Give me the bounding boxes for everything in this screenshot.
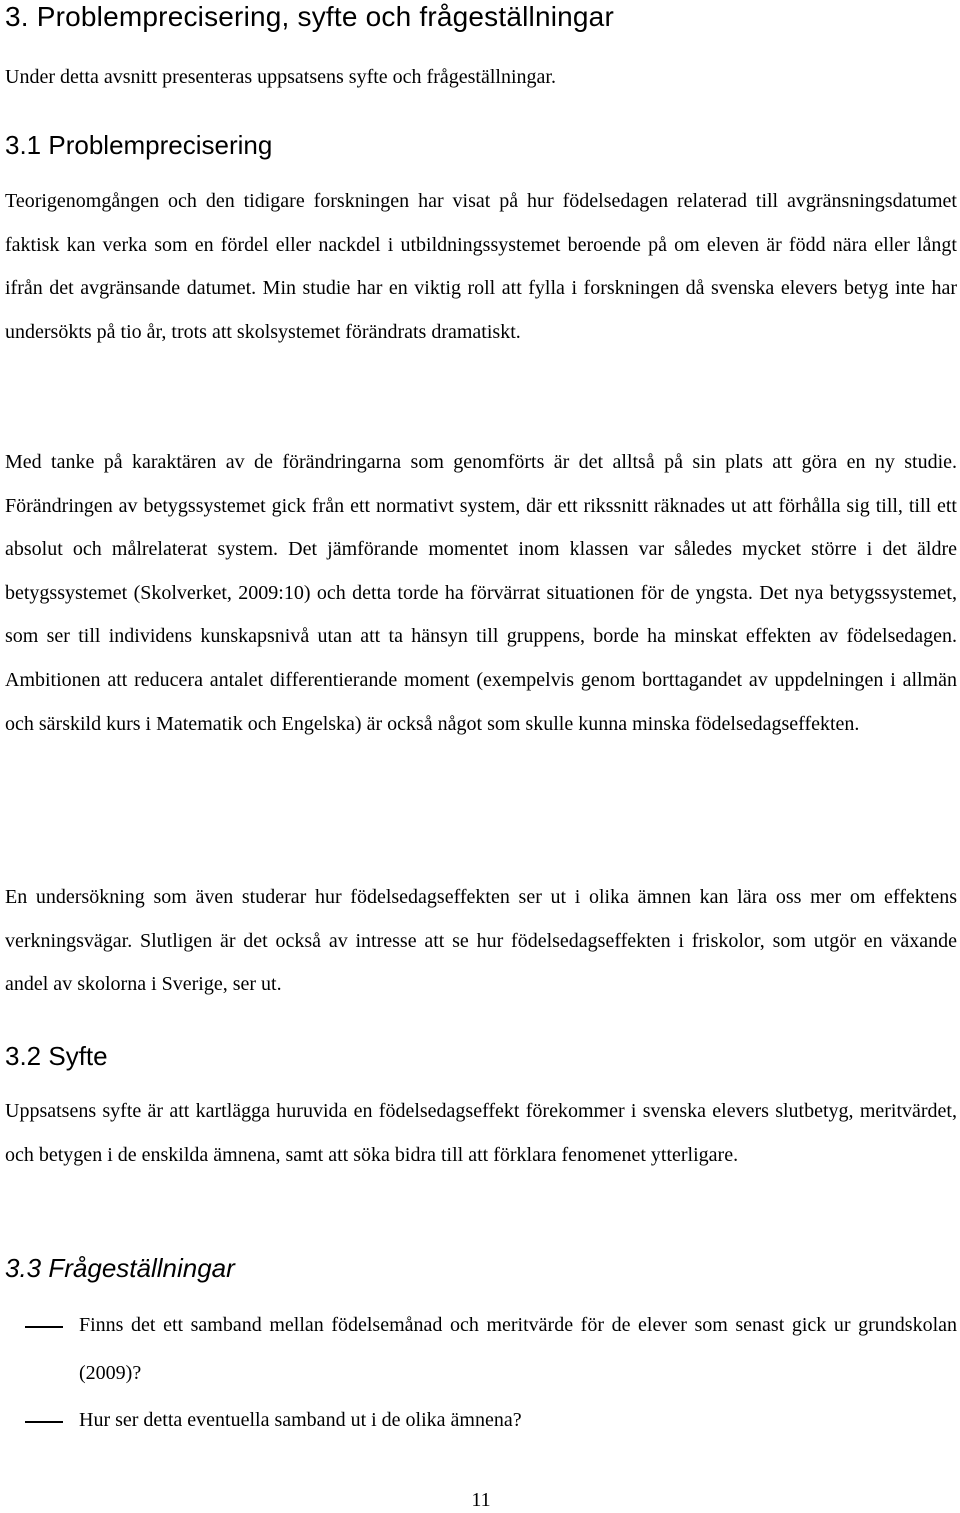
body-paragraph: Teorigenomgången och den tidigare forskningen har visat på hur födelsedagen relaterad till avgränsningsdatumet faktisk kan verka som en fördel eller nackdel i utbildningssystemet beroende på om eleven är född nära eller långt ifrån det avgränsande datumet. Min studie har en viktig roll att fylla i forskningen då svenska elevers betyg inte har undersökts på tio år, trots att skolsystemet förändrats dramatiskt. — [5, 190, 957, 343]
section-heading-syfte: 3.2 Syfte — [5, 1041, 108, 1071]
body-paragraph: Uppsatsens syfte är att kartlägga huruvida en födelsedagseffekt förekommer i svenska elevers slutbetyg, meritvärdet, och betygen i de enskilda ämnena, samt att söka bidra till att förklara fenomenet ytterligare. — [5, 1100, 957, 1166]
list-item-text: Hur ser detta eventuella samband ut i de olika ämnena? — [79, 1409, 522, 1431]
list-item — [5, 1397, 957, 1445]
dash-bullet-icon — [25, 1326, 63, 1328]
page-title: 3. Problemprecisering, syfte och frågeställningar — [5, 1, 614, 32]
question-list — [5, 1302, 957, 1445]
body-paragraph: Med tanke på karaktären av de förändringarna som genomförts är det alltså på sin plats att göra en ny studie. Förändringen av betygssystemet gick från ett normativt system, där ett rikssnitt räknades ut att förhålla sig till, till ett absolut och målrelaterat system. Det jämförande momentet inom klassen var således mycket större i det äldre betygssystemet (Skolverket, 2009:10) och detta torde ha förvärrat situationen för de yngsta. Det nya betygssystemet, som ser till individens kunskapsnivå utan att ta hänsyn till gruppens, borde ha minskat effekten av födelsedagen. Ambitionen att reducera antalet differentierande moment (exempelvis genom borttagandet av uppdelningen i allmän och särskild kurs i Matematik och Engelska) är också något som skulle kunna minska födelsedagseffekten. — [5, 451, 957, 735]
section-heading-fragestallningar: 3.3 Frågeställningar — [5, 1253, 235, 1283]
list-item — [5, 1302, 957, 1397]
dash-bullet-icon — [25, 1421, 63, 1423]
list-item-text: Finns det ett samband mellan födelsemånad och meritvärde för de elever som senast gick ur grundskolan (2009)? — [79, 1314, 957, 1384]
intro-paragraph: Under detta avsnitt presenteras uppsatsens syfte och frågeställningar. — [5, 66, 556, 88]
section-heading-problemprecisering: 3.1 Problemprecisering — [5, 130, 273, 160]
page-number: 11 — [471, 1489, 491, 1511]
body-paragraph: En undersökning som även studerar hur födelsedagseffekten ser ut i olika ämnen kan lära oss mer om effektens verkningsvägar. Slutligen är det också av intresse att se hur födelsedagseffekten i friskolor, som utgör en växande andel av skolorna i Sverige, ser ut. — [5, 886, 957, 996]
